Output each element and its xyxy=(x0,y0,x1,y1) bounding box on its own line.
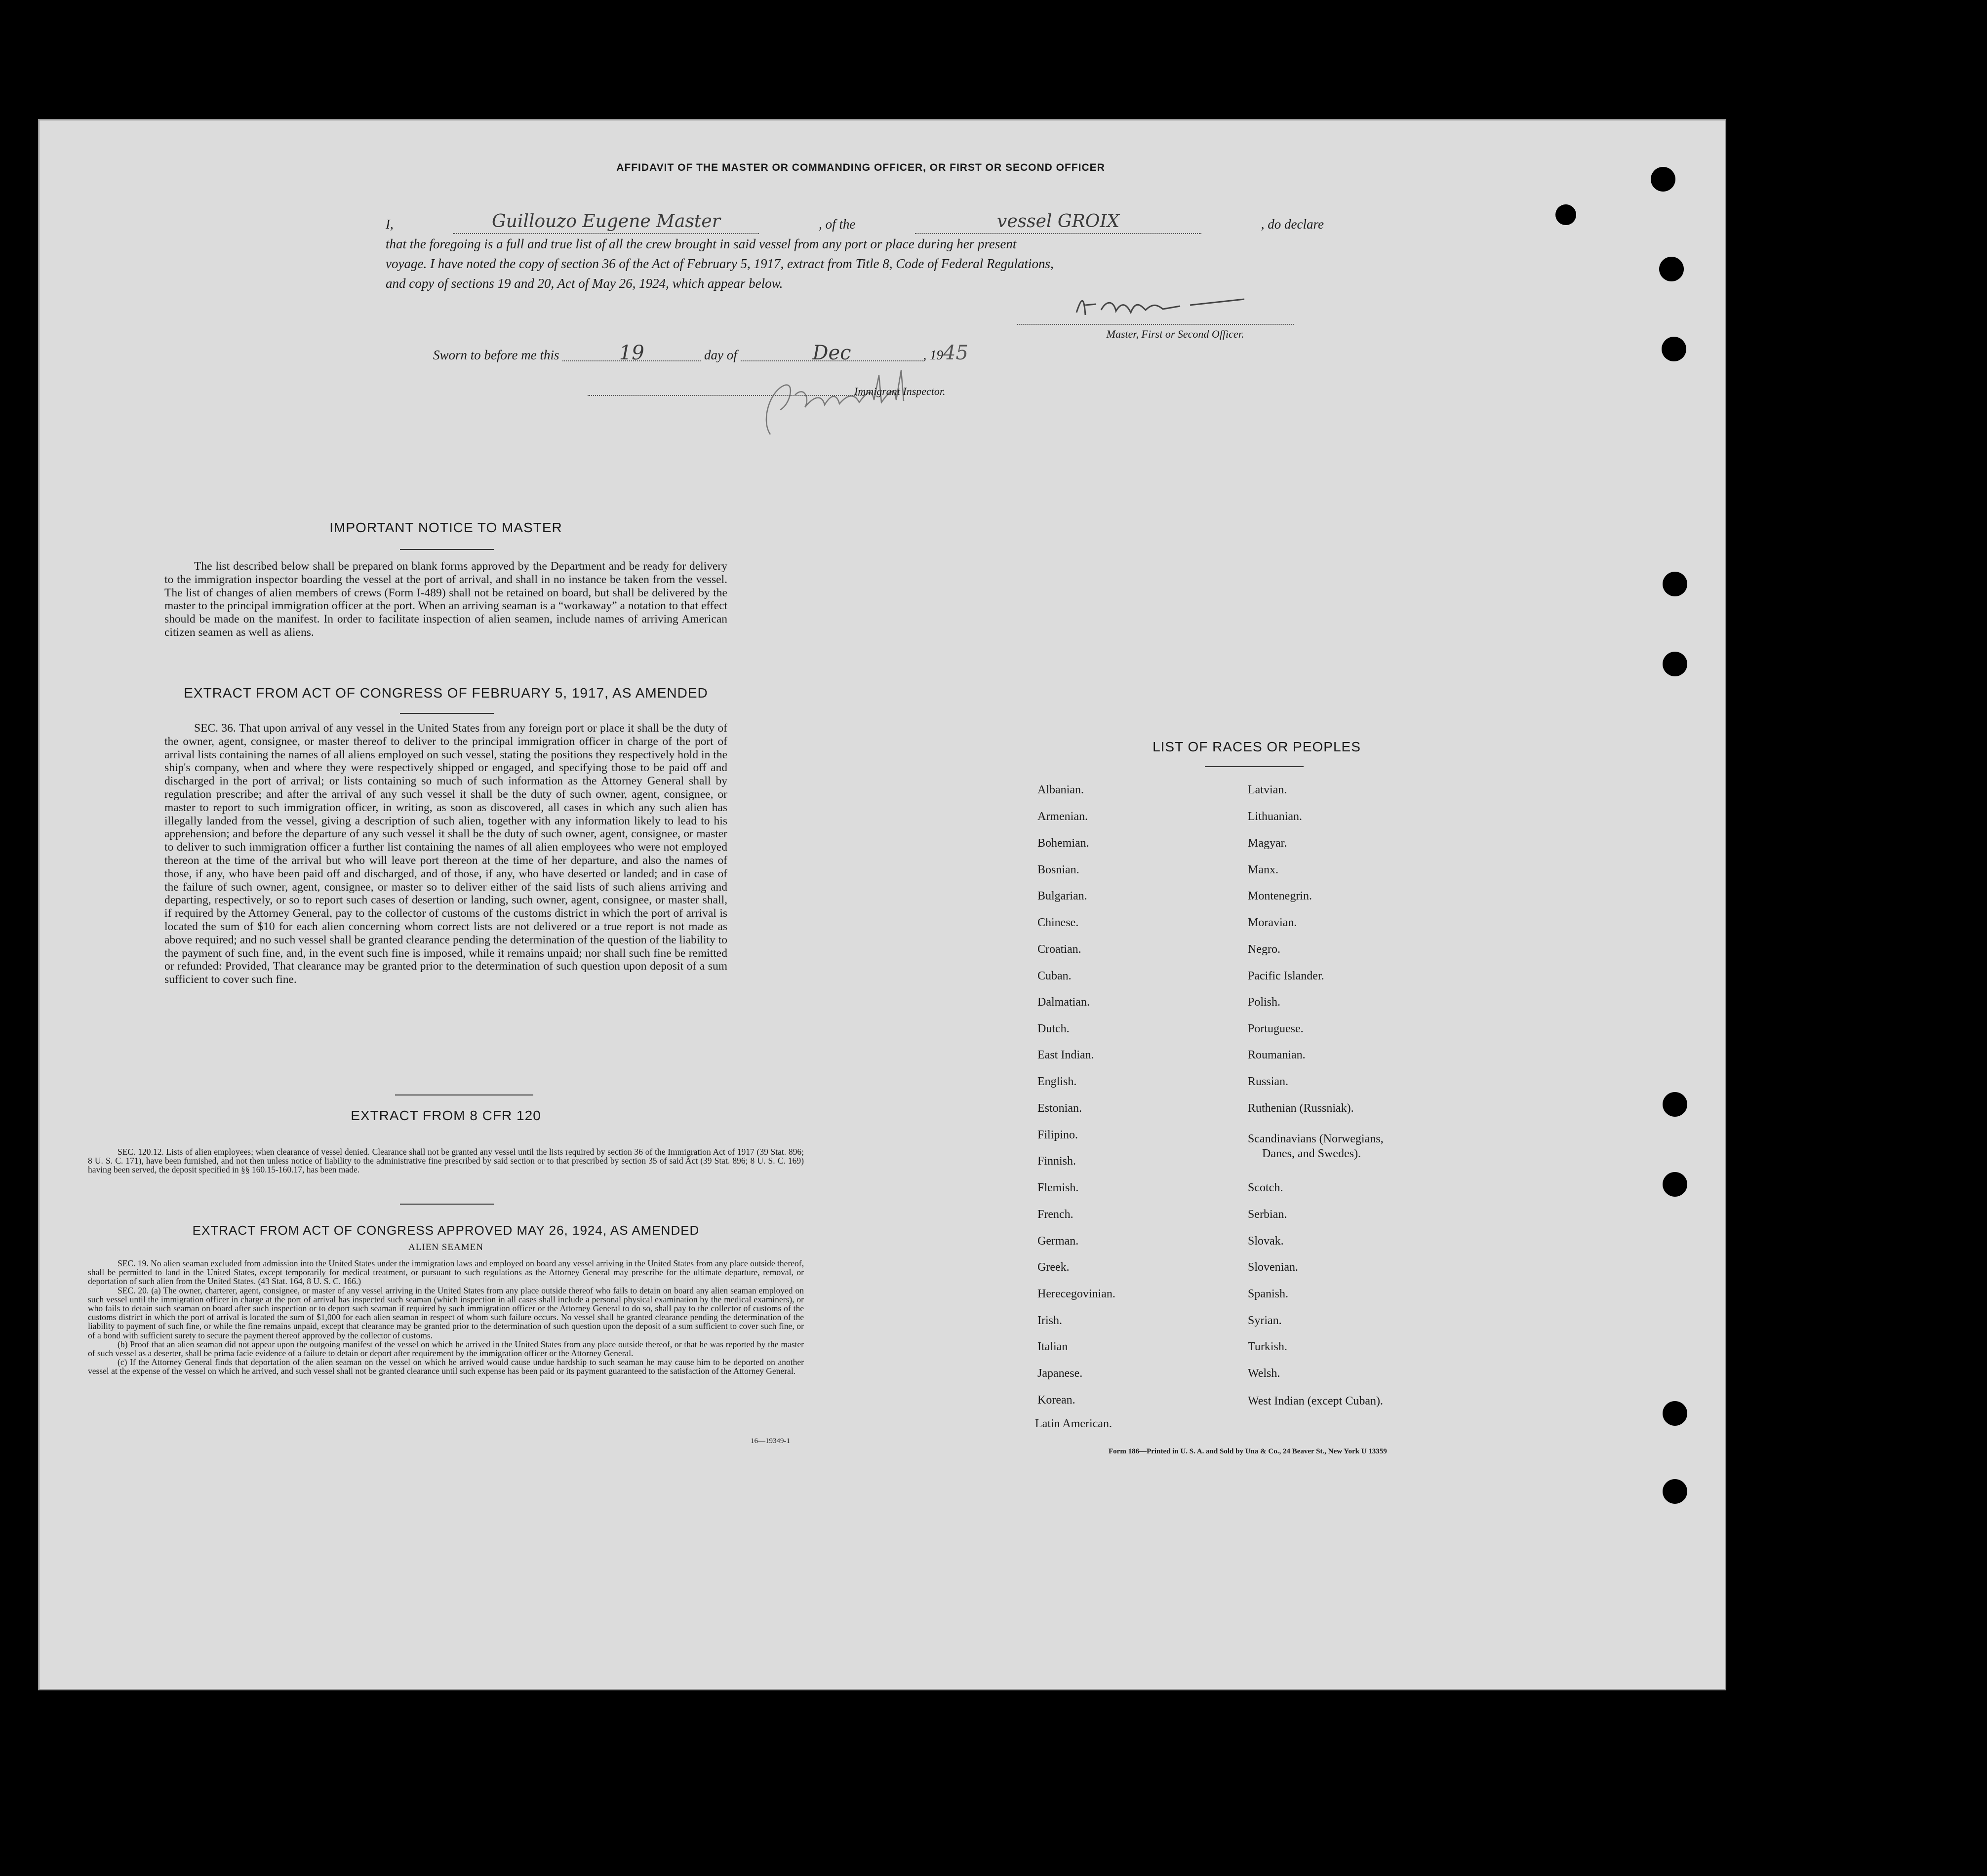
race-item: Finnish. xyxy=(1037,1155,1076,1168)
race-item: Armenian. xyxy=(1037,810,1088,823)
form-number: 16—19349-1 xyxy=(751,1437,790,1445)
act-1917-heading: EXTRACT FROM ACT OF CONGRESS OF FEBRUARY 5, 1917, AS AMENDED xyxy=(184,685,708,701)
act-1924-body xyxy=(88,1259,804,1376)
sworn-year-prefix: , 19 xyxy=(923,348,943,362)
declaration-text: voyage. I have noted the copy of section 36 of the Act of February 5, 1917, extract from Title 8, Code of Federal Regulations, xyxy=(386,256,1054,271)
declaration-text: that the foregoing is a full and true list of all the crew brought in said vessel from any port or place during her present xyxy=(386,236,1017,251)
race-item: Syrian. xyxy=(1248,1314,1282,1327)
declaration-mid: , of the xyxy=(819,217,856,232)
race-item: Bulgarian. xyxy=(1037,890,1087,902)
act-1924-heading: EXTRACT FROM ACT OF CONGRESS APPROVED MAY 26, 1924, AS AMENDED xyxy=(192,1223,700,1238)
notice-paragraph: The list described below shall be prepared on blank forms approved by the Department and be ready for delivery to the immigration inspector boarding the vessel at the port of arrival, and shall in no instance be taken from the vessel. The list of changes of alien members of crews (Form I-489) shall not be retained on board, but shall be delivered by the master to the principal immigration officer at the port. When an arriving seaman is a “workaway” a notation to that effect should be made on the manifest. In order to facilitate inspection of alien seamen, include names of arriving American citizen seamen as well as aliens. xyxy=(164,560,728,639)
race-item: Russian. xyxy=(1248,1075,1289,1088)
binder-hole xyxy=(1663,652,1687,676)
sworn-prefix: Sworn to before me this xyxy=(433,348,559,362)
race-item: Scotch. xyxy=(1248,1181,1283,1194)
race-item: Montenegrin. xyxy=(1248,890,1312,902)
race-item: Japanese. xyxy=(1037,1367,1083,1380)
binder-hole xyxy=(1663,1479,1687,1504)
sworn-year-field: 45 xyxy=(943,342,968,364)
binder-hole xyxy=(1659,257,1684,281)
race-item: Lithuanian. xyxy=(1248,810,1302,823)
race-item: Italian xyxy=(1037,1340,1068,1353)
races-heading: LIST OF RACES OR PEOPLES xyxy=(1152,739,1361,754)
race-item: Spanish. xyxy=(1248,1288,1289,1300)
sworn-day-field: 19 xyxy=(562,346,701,361)
race-item: French. xyxy=(1037,1208,1073,1221)
inspector-signature-caption: Immigrant Inspector. xyxy=(854,385,946,397)
divider xyxy=(400,713,494,714)
race-item: Pacific Islander. xyxy=(1248,970,1324,982)
notice-heading: IMPORTANT NOTICE TO MASTER xyxy=(329,520,562,535)
race-item: Serbian. xyxy=(1248,1208,1287,1221)
race-item: Dutch. xyxy=(1037,1022,1070,1035)
divider xyxy=(1205,766,1304,767)
declarant-name-field: Guillouzo Eugene Master xyxy=(453,214,759,234)
race-item: Slovenian. xyxy=(1248,1261,1298,1274)
race-item: Negro. xyxy=(1248,943,1280,956)
race-item: Croatian. xyxy=(1037,943,1081,956)
race-item: Welsh. xyxy=(1248,1367,1280,1380)
race-item: German. xyxy=(1037,1235,1079,1248)
cfr-heading: EXTRACT FROM 8 CFR 120 xyxy=(351,1108,541,1123)
master-signature xyxy=(1067,285,1294,325)
binder-hole xyxy=(1663,1401,1687,1426)
act-1917-body xyxy=(164,722,727,986)
race-item: Turkish. xyxy=(1248,1340,1287,1353)
master-signature-caption: Master, First or Second Officer. xyxy=(1106,328,1244,340)
section-36-paragraph: SEC. 36. That upon arrival of any vessel in the United States from any foreign port or place it shall be the duty of the owner, agent, consignee, or master thereof to deliver to the principal immigration officer in charge of the port of arrival lists containing the names of all aliens employed on such vessel, stating the positions they respectively hold in the ship's company, when and where they were respectively shipped or engaged, and specifying those to be paid off and discharged in the port of arrival; or lists containing so much of such information as the Attorney General shall by regulation prescribe; and after the arrival of any such vessel it shall be the duty of such owner, agent, consignee, or master to report to such immigration officer, in writing, as soon as discovered, all cases in which any such alien has illegally landed from the vessel, giving a description of such alien, together with any information likely to lead to his apprehension; and before the departure of any such vessel it shall be the duty of such owner, agent, consignee, or master to deliver to such immigration officer a further list containing the names of all alien employees who were not employed thereon at the time of the arrival but who will leave port thereon at the time of her departure, and also the names of those, if any, who have been paid off and discharged, and of those, if any, who have deserted or landed; and in case of the failure of such owner, agent, consignee, or master so to deliver either of the said lists of such aliens arriving and departing, respectively, or so to report such cases of desertion or landing, such owner, agent, consignee, or master shall, if required by the Attorney General, pay to the collector of customs of the customs district in which the port of arrival is located the sum of $10 for each alien concerning whom correct lists are not delivered or a true report is not made as above required; and no such vessel shall be granted clearance pending the determination of the question of the liability to the payment of such fine, and, in the event such fine is imposed, while it remains unpaid; nor shall such fine be remitted or refunded: Provided, That clearance may be granted prior to the determination of such question upon deposit of a sum sufficient to cover such fine. xyxy=(164,722,727,986)
divider xyxy=(400,1204,494,1205)
race-item: Moravian. xyxy=(1248,916,1297,929)
race-item: Ruthenian (Russniak). xyxy=(1248,1102,1354,1115)
race-item: Slovak. xyxy=(1248,1235,1284,1248)
binder-hole xyxy=(1663,1092,1687,1117)
cfr-paragraph: SEC. 120.12. Lists of alien employees; when clearance of vessel denied. Clearance shall not be granted any vessel until the lists required by section 36 of the Immigration Act of 1917 (39 Stat. 896; 8 U. S. C. 171), have been furnished, and not then unless notice of liability to the administrative fine prescribed by said section or to that prescribed by section 35 of said Act (39 Stat. 896; 8 U. S. C. 169) having been served, the deposit specified in §§ 160.15-160.17, has been made. xyxy=(88,1147,804,1175)
section-20b-paragraph: (b) Proof that an alien seaman did not appear upon the outgoing manifest of the vessel on which he arrived in the United States from any place outside thereof, or that he was reported by the master of such vessel as a deserter, shall be prima facie evidence of a failure to detain or deport after requirement by the immigration officer or the Attorney General. xyxy=(88,1339,804,1359)
race-item: Latin American. xyxy=(1035,1417,1112,1430)
race-item: English. xyxy=(1037,1075,1077,1088)
race-item: Portuguese. xyxy=(1248,1022,1304,1035)
race-item: East Indian. xyxy=(1037,1049,1094,1061)
race-item: Korean. xyxy=(1037,1394,1075,1407)
divider xyxy=(395,1094,533,1095)
act-1924-subheading: ALIEN SEAMEN xyxy=(408,1242,483,1252)
declaration-text: and copy of sections 19 and 20, Act of May 26, 1924, which appear below. xyxy=(386,276,783,291)
race-item: Manx. xyxy=(1248,863,1278,876)
race-item: Irish. xyxy=(1037,1314,1062,1327)
race-item: Bohemian. xyxy=(1037,837,1089,850)
printer-imprint: Form 186—Printed in U. S. A. and Sold by Una & Co., 24 Beaver St., New York U 13359 xyxy=(1109,1447,1387,1455)
race-item: Greek. xyxy=(1037,1261,1070,1274)
notice-body xyxy=(164,560,727,639)
binder-hole xyxy=(1651,167,1675,192)
inspector-signature-line xyxy=(588,395,864,396)
affidavit-declaration xyxy=(386,211,1324,293)
binder-hole xyxy=(1662,337,1686,361)
declaration-line-1 xyxy=(386,211,1324,234)
declaration-line-3 xyxy=(386,254,1324,274)
binder-hole xyxy=(1663,1172,1687,1197)
race-item: Albanian. xyxy=(1037,783,1084,796)
race-item: West Indian (except Cuban). xyxy=(1248,1395,1383,1407)
race-item: Chinese. xyxy=(1037,916,1079,929)
declaration-line-2 xyxy=(386,234,1324,254)
race-item: Danes, and Swedes). xyxy=(1262,1147,1361,1160)
section-20c-paragraph: (c) If the Attorney General finds that deportation of the alien seaman on the vessel on which he arrived would cause undue hardship to such seaman he may cause him to be deported on another vessel at the expense of the vessel on which he arrived, and such vessel shall not be granted clearance until such expense has been paid or its payment guaranteed to the satisfaction of the Attorney General. xyxy=(88,1357,804,1376)
section-19-paragraph: SEC. 19. No alien seaman excluded from admission into the United States under the immigration laws and employed on board any vessel arriving in the United States from any place outside thereof, shall be permitted to land in the United States, except temporarily for medical treatment, or pursuant to such regulations as the Attorney General may prescribe for the ultimate departure, removal, or deportation of such alien from the United States. (43 Stat. 164, 8 U. S. C. 166.) xyxy=(88,1258,804,1287)
race-item: Latvian. xyxy=(1248,783,1287,796)
cfr-body xyxy=(88,1147,804,1174)
binder-hole xyxy=(1663,572,1687,596)
declaration-prefix: I, xyxy=(386,217,394,232)
race-item: Flemish. xyxy=(1037,1181,1079,1194)
race-item: Cuban. xyxy=(1037,970,1072,982)
race-item: Scandinavians (Norwegians, xyxy=(1248,1133,1384,1145)
sworn-statement xyxy=(433,342,968,364)
declaration-suffix: , do declare xyxy=(1261,217,1324,232)
sworn-day-label: day of xyxy=(704,348,737,362)
race-item: Magyar. xyxy=(1248,837,1287,850)
section-20a-paragraph: SEC. 20. (a) The owner, charterer, agent, consignee, or master of any vessel arriving in the United States from any place outside thereof who fails to detain on board any alien seaman employed on such vessel until the immigration officer in charge at the port of arrival has inspected such seaman (which inspection in all cases shall include a personal physical examination by the medical examiners), or who fails to detain such seaman on board after such inspection or to deport such seaman if required by such immigration officer or the Attorney General to do so, shall pay to the collector of customs of the customs district in which the port of arrival is located the sum of $1,000 for each alien seaman in respect of whom such failure occurs. No vessel shall be granted clearance pending the determination of the liability to payment of such fine, or while the fine remains unpaid, except that clearance may be granted prior to the determination of such question upon the deposit of a sum sufficient to cover such fine, or of a bond with sufficient surety to secure the payment thereof approved by the collector of customs. xyxy=(88,1285,804,1340)
inspector-signature xyxy=(741,365,958,439)
race-item: Roumanian. xyxy=(1248,1049,1306,1061)
affidavit-title: AFFIDAVIT OF THE MASTER OR COMMANDING OFFICER, OR FIRST OR SECOND OFFICER xyxy=(616,162,1105,173)
race-item: Bosnian. xyxy=(1037,863,1079,876)
race-item: Polish. xyxy=(1248,996,1281,1009)
divider xyxy=(400,549,494,550)
vessel-name-field: vessel GROIX xyxy=(915,214,1201,234)
race-item: Herecegovinian. xyxy=(1037,1288,1115,1300)
race-item: Estonian. xyxy=(1037,1102,1082,1115)
sworn-month-field: Dec xyxy=(741,346,923,361)
binder-hole xyxy=(1555,204,1576,225)
master-signature-line xyxy=(1017,324,1294,325)
race-item: Filipino. xyxy=(1037,1129,1078,1141)
race-item: Dalmatian. xyxy=(1037,996,1090,1009)
